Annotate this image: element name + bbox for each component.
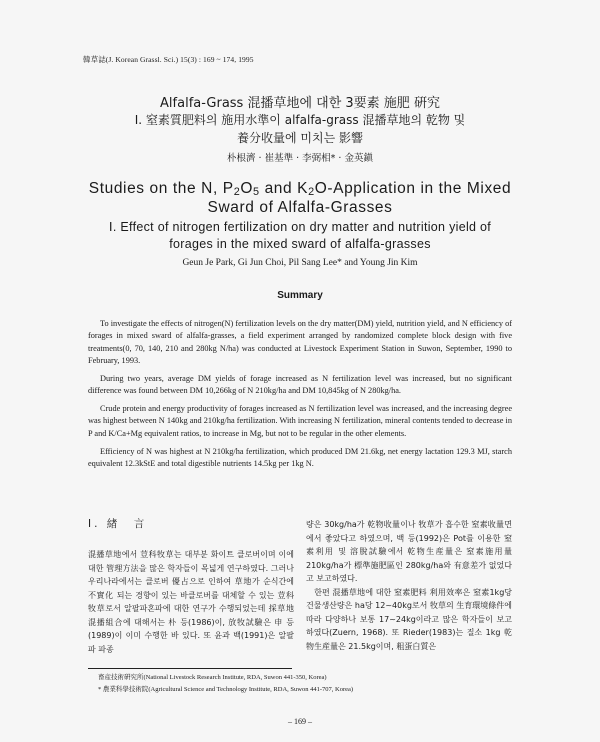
english-title-part-1: Studies on the N, P [88,180,234,197]
english-authors: Geun Je Park, Gi Jun Choi, Pil Sang Lee* and Young Jin Kim [182,258,418,268]
korean-title-line-1: Alfalfa-Grass 混播草地에 대한 3要素 施肥 硏究 [160,96,440,111]
summary-heading: Summary [277,290,323,301]
footnote-affiliation-1: 畜産技術硏究所(National Livestock Research Institute, RDA, Suwon 441-350, Korea) [98,674,327,681]
journal-reference: 韓草誌(J. Korean Grassl. Sci.) 15(3) : 169 ~ 174, 1995 [83,55,254,64]
korean-authors: 朴根濟 · 崔基準 · 李弼相* · 金英鎭 [227,153,373,164]
english-title-line-1 [0,180,600,198]
english-subtitle-line-1: Ⅰ. Effect of nitrogen fertilization on dry matter and nutrition yield of [108,220,492,234]
summary-paragraph: During two years, average DM yields of forage increased as N fertilization level was increased, but no significant difference was found between DM 10,266kg of N 210kg/ha and DM 10,845kg of N 280kg/ha. [88,373,512,396]
summary-paragraph: To investigate the effects of nitrogen(N) fertilization levels on the dry matter(DM) yield, nutrition yield, and N efficiency of forages in mixed sward of alfalfa-grasses, a field experiment arranged by randomized complete block design with five treatments(0, 70, 140, 210 and 280kg N/ha) was conducted at Livestock Experiment Station in Suwon, September, 1990 to February, 1993. [88,319,512,366]
summary-paragraph: Efficiency of N was highest at N 210kg/ha fertilization, which produced DM 21.6kg, net energy lactation 129.3 MJ, starch equivalent 12.3kStE and total digestible nutrients 14.5kg per 1kg N. [88,446,512,468]
english-title-part-4: O-Application in the Mixed [314,180,512,197]
body-right-column [306,518,512,653]
body-paragraph: 량은 30kg/ha가 乾物收量이나 牧草가 흡수한 窒素收量면에서 좋았다고 하였으며, 백 등(1992)은 Pot를 이용한 窒素利用 및 溶脫試驗에서 乾物生産量은 窒素施用量 210kg/ha가 標準施肥區인 280kg/ha와 有意差가 없었다고 보고하였다. 한편 混播草地에 대한 窒素肥料 利用效率은 窒素1kg당 건물생산량은 ha당 12~40kg로서 牧草의 生育環境條件에 따라 다양하나 보통 17~24kg이라고 많은 학자들이 보고하였다(Zuern, 1968). 또 Rieder(1983)는 질소 1kg 乾物生産量은 21.5kg이며, 粗蛋白質은 [306,520,512,651]
page-number: – 169 – [288,717,312,726]
english-title-part-2: O [240,180,254,197]
korean-title-line-2: Ⅰ. 窒素質肥料의 施用水準이 alfalfa-grass 混播草地의 乾物 및 [134,113,466,127]
english-title-line-2: Sward of Alfalfa-Grasses [207,199,393,216]
english-subtitle-line-2: forages in the mixed sward of alfalfa-grasses [169,237,431,251]
english-title-sub-1: 2 [233,186,241,198]
footnote-divider [88,668,292,669]
summary-abstract [88,318,512,476]
korean-title-line-3: 養分收量에 미치는 影響 [237,131,363,145]
body-left-column [88,548,294,656]
english-title-part-3: and K [259,180,309,197]
english-title-sub-2: 5 [253,186,260,198]
body-paragraph: 混播草地에서 荳科牧草는 대부분 화이트 클로버이며 이에 대한 管理方法을 많은 학자들이 목넓게 연구하였다. 그러나 우리나라에서는 클로버 優占으로 인하여 草地가 순식간에 不實化 되는 경향이 있는 바클로버를 대체할 수 있는 荳科牧草로서 알팔파혼파에 대한 연구가 수행되었는데 採草地 混播組合에 대해서는 朴 등(1986)이, 放牧試驗은 申 등(1989)이 이미 수행한 바 있다. 또 윤과 백(1991)은 알팔파 파종 [88,550,294,654]
section-heading-introduction: Ⅰ. 緖 言 [88,518,148,530]
summary-paragraph: Crude protein and energy productivity of forages increased as N fertilization level was increased, and the increasing degree was highest between N 140kg and 210kg/ha fertilization. With increasing N fertilization, mineral contents tended to decrease in P and K/Ca+Mg equivalent ratios, to increase in Mg, but not to be regular in the other elements. [88,404,512,438]
english-title-sub-3: 2 [308,186,315,198]
footnote-affiliation-2: * 農業科學技術院(Agricultural Science and Technology Institute, RDA, Suwon 441-707, Korea) [98,686,354,693]
